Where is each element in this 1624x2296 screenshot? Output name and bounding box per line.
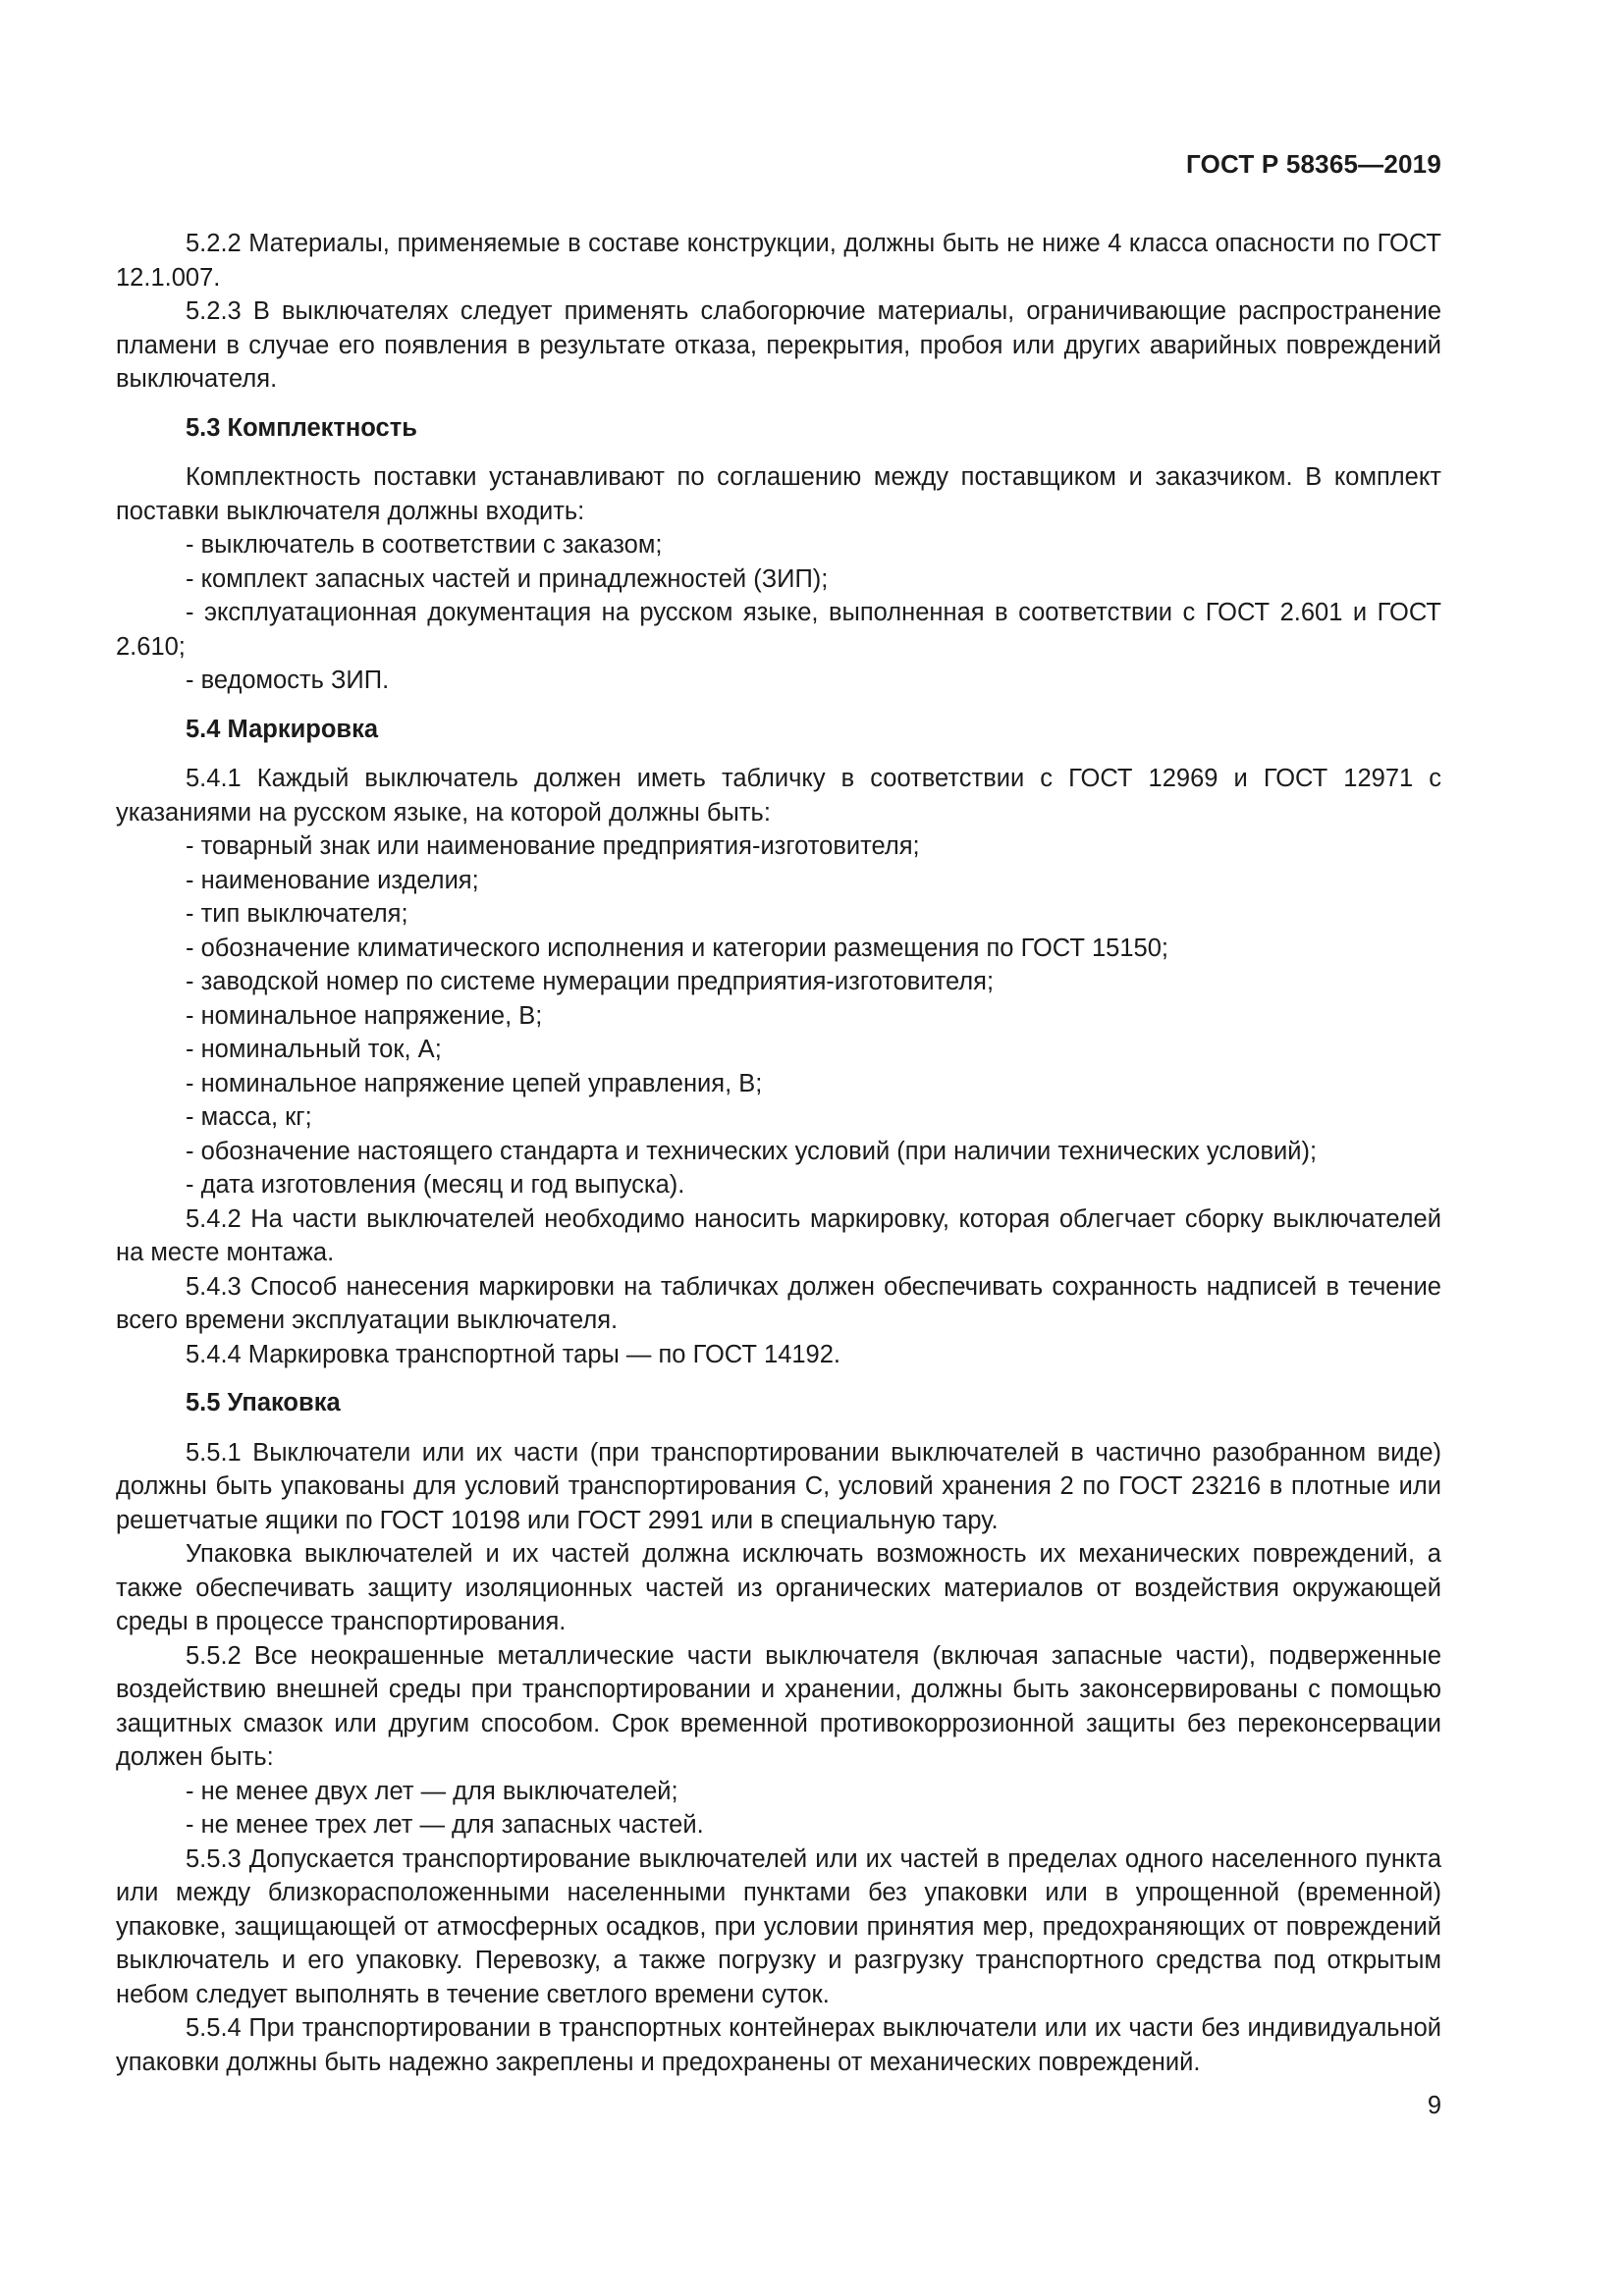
- list-item: - масса, кг;: [186, 1103, 312, 1131]
- section-heading-5-5: 5.5 Упаковка: [186, 1389, 341, 1416]
- list-item: - номинальный ток, А;: [186, 1036, 442, 1063]
- list-item: - эксплуатационная документация на русском языке, выполненная в соответствии с ГОСТ 2.601 и ГОСТ 2.610;: [116, 599, 1441, 661]
- standard-designation: ГОСТ Р 58365—2019: [1186, 149, 1441, 179]
- paragraph-5-5-3: 5.5.3 Допускается транспортирование выключателей или их частей в пределах одного населенного пункта или между близкорасположенными населенными пунктами без упаковки или в упрощенной (временной) упаковке, защищающей от атмосферных осадков, при условии принятия мер, предохраняющих от повреждений выключатель и его упаковку. Перевозку, а также погрузку и разгрузку транспортного средства под открытым небом следует выполнять в течение светлого времени суток.: [116, 1844, 1441, 2008]
- paragraph-5-2-2: 5.2.2 Материалы, применяемые в составе конструкции, должны быть не ниже 4 класса опасности по ГОСТ 12.1.007.: [116, 230, 1441, 292]
- list-item: - комплект запасных частей и принадлежностей (ЗИП);: [186, 564, 829, 593]
- paragraph-5-5-4: 5.5.4 При транспортировании в транспортных контейнерах выключатели или их части без индивидуальной упаковки должны быть надежно закреплены и предохранены от механических повреждений.: [116, 2014, 1441, 2076]
- list-item: - номинальное напряжение, В;: [186, 1001, 543, 1030]
- document-body: [116, 227, 1441, 2079]
- paragraph-5-3: Комплектность поставки устанавливают по соглашению между поставщиком и заказчиком. В комплект поставки выключателя должны входить:: [116, 463, 1441, 525]
- list-item: - выключатель в соответствии с заказом;: [186, 531, 663, 559]
- list-item: - не менее трех лет — для запасных частей.: [186, 1811, 704, 1839]
- paragraph-5-4-1: 5.4.1 Каждый выключатель должен иметь табличку в соответствии с ГОСТ 12969 и ГОСТ 12971 с указаниями на русском языке, на которой должны быть:: [116, 765, 1441, 827]
- list-item: - заводской номер по системе нумерации предприятия-изготовителя;: [186, 968, 995, 995]
- page-number: 9: [1427, 2092, 1441, 2119]
- list-item: - обозначение настоящего стандарта и технических условий (при наличии технических условий);: [186, 1137, 1318, 1165]
- list-item: - товарный знак или наименование предприятия-изготовителя;: [186, 832, 920, 860]
- paragraph-5-4-2: 5.4.2 На части выключателей необходимо наносить маркировку, которая облегчает сборку выключателей на месте монтажа.: [116, 1204, 1441, 1266]
- list-item: - тип выключателя;: [186, 900, 408, 928]
- list-item: - обозначение климатического исполнения и категории размещения по ГОСТ 15150;: [186, 934, 1168, 962]
- paragraph-5-4-4: 5.4.4 Маркировка транспортной тары — по ГОСТ 14192.: [186, 1340, 841, 1368]
- list-item: - номинальное напряжение цепей управления, В;: [186, 1069, 763, 1097]
- paragraph-5-4-3: 5.4.3 Способ нанесения маркировки на табличках должен обеспечивать сохранность надписей в течение всего времени эксплуатации выключателя.: [116, 1272, 1441, 1334]
- paragraph-5-5-1-packaging: Упаковка выключателей и их частей должна исключать возможность их механических повреждений, а также обеспечивать защиту изоляционных частей из органических материалов от воздействия окружающей среды в процессе транспортирования.: [116, 1540, 1441, 1635]
- paragraph-5-2-3: 5.2.3 В выключателях следует применять слабогорючие материалы, ограничивающие распространение пламени в случае его появления в результате отказа, перекрытия, пробоя или других аварийных повреждений выключателя.: [116, 297, 1441, 393]
- section-heading-5-3: 5.3 Комплектность: [186, 413, 417, 442]
- list-item: - дата изготовления (месяц и год выпуска).: [186, 1171, 685, 1199]
- paragraph-5-5-2: 5.5.2 Все неокрашенные металлические части выключателя (включая запасные части), подверженные воздействию внешней среды при транспортировании и хранении, должны быть законсервированы с помощью защитных смазок или другим способом. Срок временной противокоррозионной защиты без переконсервации должен быть:: [116, 1641, 1441, 1771]
- list-item: - наименование изделия;: [186, 866, 479, 894]
- list-item: - не менее двух лет — для выключателей;: [186, 1777, 678, 1805]
- list-item: - ведомость ЗИП.: [186, 667, 390, 694]
- section-heading-5-4: 5.4 Маркировка: [186, 715, 379, 743]
- paragraph-5-5-1: 5.5.1 Выключатели или их части (при транспортировании выключателей в частично разобранном виде) должны быть упакованы для условий транспортирования С, условий хранения 2 по ГОСТ 23216 в плотные или решетчатые ящики по ГОСТ 10198 или ГОСТ 2991 или в специальную тару.: [116, 1438, 1441, 1534]
